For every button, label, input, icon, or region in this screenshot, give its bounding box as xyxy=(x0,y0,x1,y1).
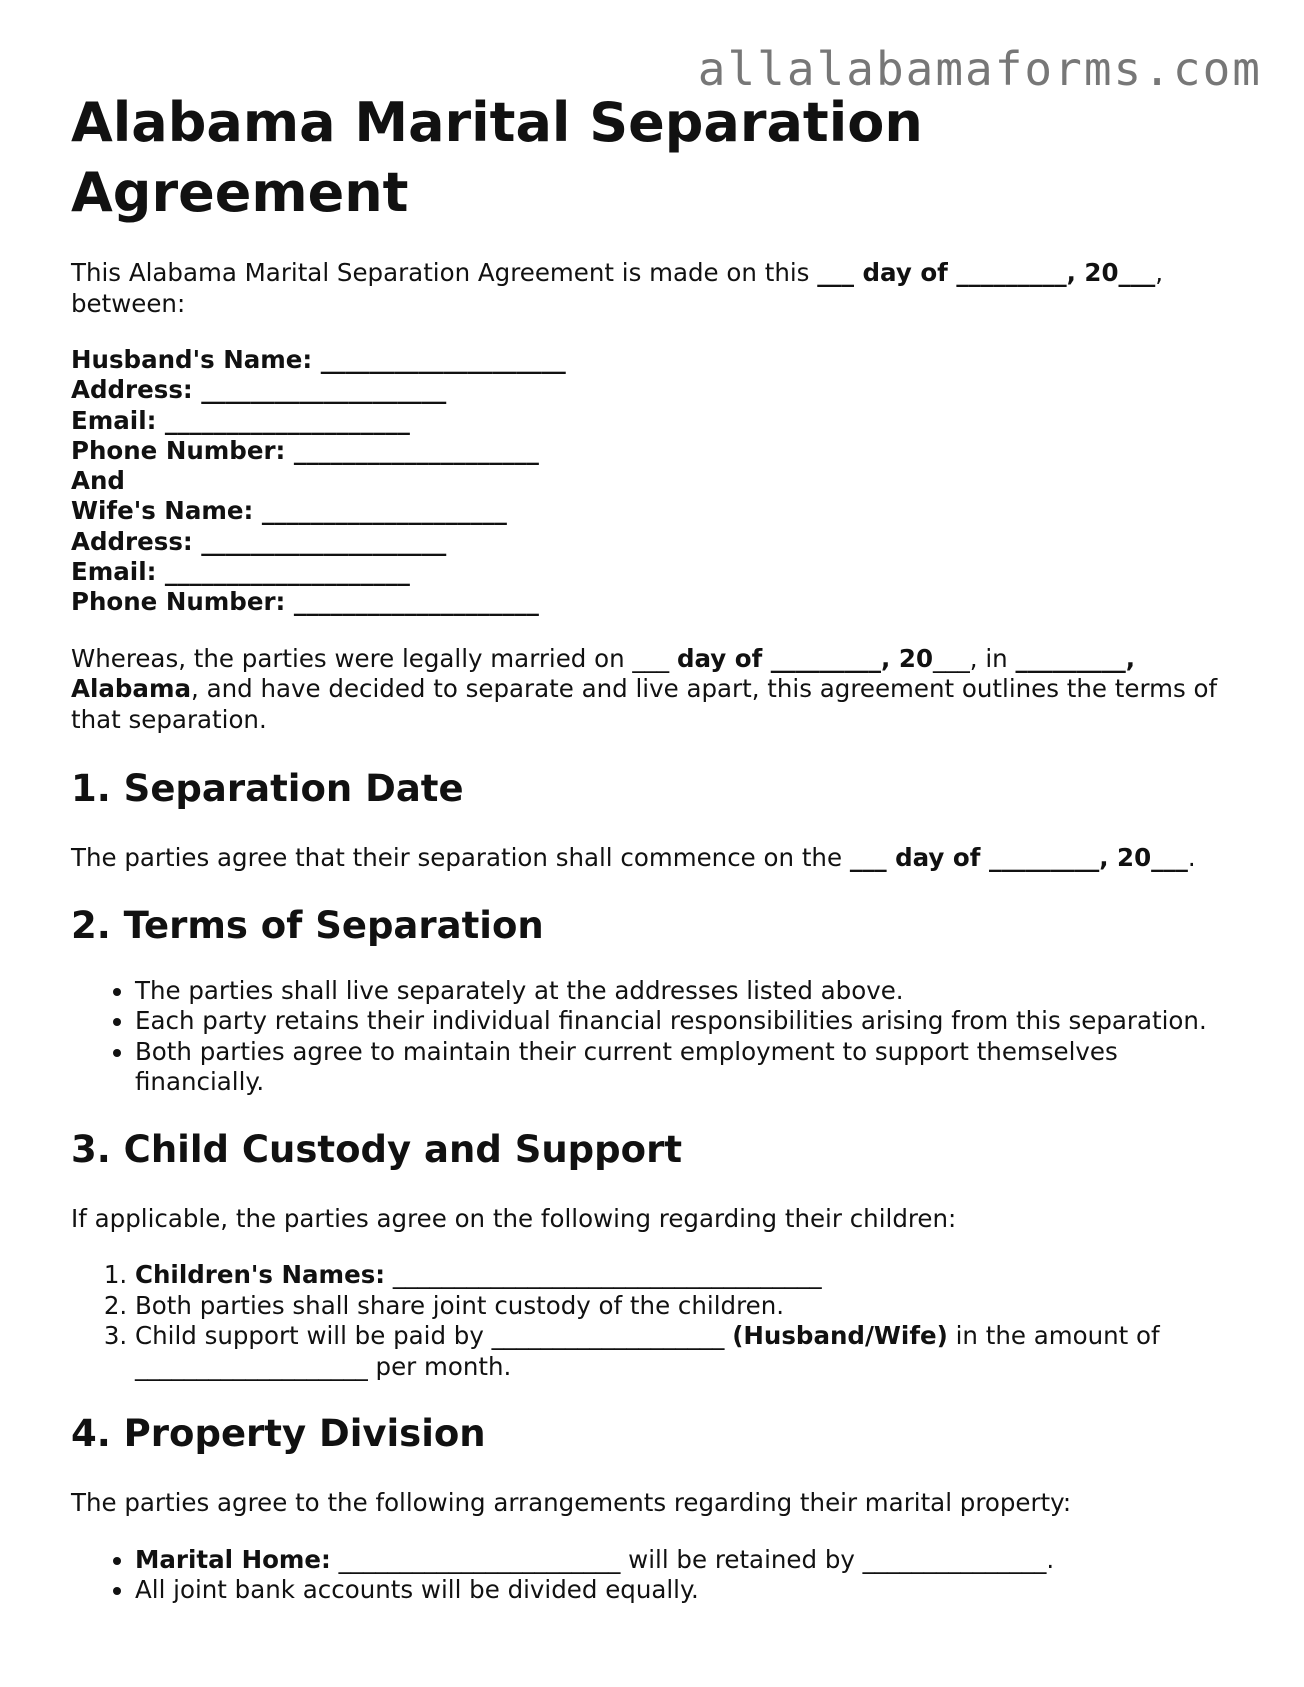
property-list xyxy=(71,1545,1241,1606)
section-heading-child-custody: 3. Child Custody and Support xyxy=(71,1127,683,1171)
section-heading-separation-date: 1. Separation Date xyxy=(71,767,464,811)
parties-block xyxy=(71,345,1241,618)
husband-name-field: Husband's Name: ____________________ xyxy=(71,345,566,374)
terms-list xyxy=(71,976,1241,1098)
wife-address-field: Address: ____________________ xyxy=(71,526,447,556)
child-support-text: Child support will be paid by ___________________ xyxy=(135,1321,733,1351)
list-item: • All joint bank accounts will be divided equally. xyxy=(135,1575,1241,1606)
separation-date-paragraph xyxy=(71,843,1241,874)
list-item: • Each party retains their individual financial responsibilities arising from this separation. xyxy=(135,1006,1241,1037)
section-heading-terms: 2. Terms of Separation xyxy=(71,903,544,947)
separation-date-end: . xyxy=(1187,843,1196,873)
separation-date-text: The parties agree that their separation shall commence on the xyxy=(71,843,850,873)
list-item xyxy=(135,1321,1241,1382)
children-names-blank: ___________________________________ xyxy=(385,1260,822,1290)
husband-address-field: Address: ____________________ xyxy=(71,375,447,405)
list-item: 2. Both parties shall share joint custody of the children. xyxy=(135,1291,1241,1322)
separation-date-blank: ___ day of _________, 20___ xyxy=(849,843,1188,873)
child-custody-list xyxy=(71,1260,1241,1382)
whereas-date-blank: day of _________, 20 xyxy=(676,643,933,673)
and-label: And xyxy=(71,466,125,496)
wife-email-field: Email: ____________________ xyxy=(71,557,410,587)
husband-email-field: Email: ____________________ xyxy=(71,405,410,435)
child-support-amount: in the amount of ___________________ per month. xyxy=(135,1321,1160,1381)
property-intro: The parties agree to the following arrangements regarding their marital property: xyxy=(71,1488,1072,1518)
child-custody-intro: If applicable, the parties agree on the following regarding their children: xyxy=(71,1203,957,1233)
intro-date-blank: ___ day of _________, 20___ xyxy=(817,258,1156,287)
whereas-text-3: , and have decided to separate and live apart, this agreement outlines the terms of that separation. xyxy=(71,674,1218,734)
section-heading-property: 4. Property Division xyxy=(71,1412,486,1456)
marital-home-label: Marital Home: xyxy=(135,1544,331,1574)
watermark: allalabamaforms.com xyxy=(697,42,1262,96)
intro-text: This Alabama Marital Separation Agreement is made on this xyxy=(71,258,818,287)
whereas-text-2: ___, in xyxy=(933,643,1016,673)
whereas-paragraph xyxy=(71,644,1241,736)
intro-text-end: , between: xyxy=(71,258,1164,318)
document-title: Alabama Marital Separation Agreement xyxy=(71,91,923,224)
list-item: • Both parties agree to maintain their current employment to support themselves financially. xyxy=(135,1037,1241,1098)
list-item xyxy=(135,1260,1241,1291)
husband-wife-label: (Husband/Wife) xyxy=(732,1321,948,1351)
intro-paragraph xyxy=(71,258,1241,319)
whereas-text: Whereas, the parties were legally married on ___ xyxy=(71,643,677,673)
whereas-location-blank: _________, Alabama xyxy=(71,643,1136,704)
list-item xyxy=(135,1545,1241,1576)
marital-home-blank: _______________________ will be retained by _______________. xyxy=(330,1544,1055,1574)
wife-phone-field: Phone Number: ____________________ xyxy=(71,587,539,617)
list-item: • The parties shall live separately at the addresses listed above. xyxy=(135,976,1241,1007)
wife-name-field: Wife's Name: ____________________ xyxy=(71,496,507,526)
husband-phone-field: Phone Number: ____________________ xyxy=(71,435,539,465)
document-page xyxy=(71,88,1241,1606)
children-names-label: Children's Names: xyxy=(135,1260,386,1290)
